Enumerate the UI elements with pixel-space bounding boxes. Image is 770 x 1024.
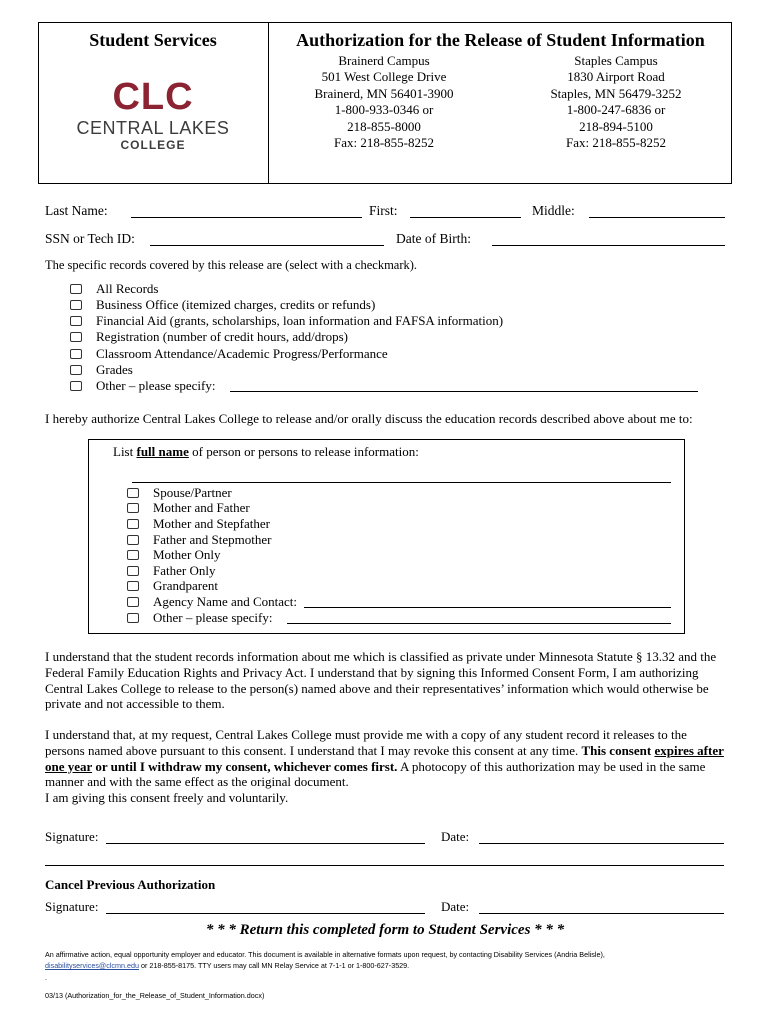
cancel-title: Cancel Previous Authorization (45, 877, 216, 892)
divider (45, 865, 724, 866)
relationship-option[interactable]: Mother and Stepfather (127, 516, 270, 532)
release-other-field[interactable] (287, 623, 671, 624)
record-option[interactable]: Registration (number of credit hours, add/drops) (70, 329, 348, 345)
staples-campus (506, 53, 726, 151)
department-title: Student Services (89, 30, 217, 50)
form-title: Authorization for the Release of Student Information (296, 30, 705, 50)
email-link[interactable]: disabilityservices@clcmn.edu (45, 961, 139, 970)
checkbox[interactable] (70, 316, 82, 326)
cancel-date-field[interactable] (479, 913, 724, 914)
ssn-label: SSN or Tech ID: (45, 231, 135, 246)
logo-abbr: CLC (112, 76, 194, 118)
campus-fax: Fax: 218-855-8252 (333, 135, 435, 151)
relationship-option[interactable]: Mother and Father (127, 500, 250, 516)
release-name-field[interactable] (132, 482, 671, 483)
checkbox[interactable] (70, 332, 82, 342)
checkbox[interactable] (127, 566, 139, 576)
campus-address: 501 West College Drive (321, 69, 447, 85)
checkbox[interactable] (70, 349, 82, 359)
dob-field[interactable] (492, 245, 725, 246)
checkbox[interactable] (127, 519, 139, 529)
authorize-text: I hereby authorize Central Lakes College to release and/or orally discuss the education records described above about me to: (45, 411, 693, 426)
campus-name: Staples Campus (574, 53, 658, 68)
campus-phone1: 1-800-933-0346 or (334, 102, 434, 118)
record-option[interactable]: Financial Aid (grants, scholarships, loan information and FAFSA information) (70, 313, 503, 329)
relationship-option[interactable]: Mother Only (127, 547, 221, 563)
campus-phone2: 218-855-8000 (347, 118, 421, 134)
ssn-field[interactable] (150, 245, 384, 246)
last-name-label: Last Name: (45, 203, 108, 218)
campus-phone2: 218-894-5100 (579, 118, 653, 134)
campus-address: 1830 Airport Road (567, 69, 665, 85)
relationship-option[interactable]: Other – please specify: (127, 610, 272, 626)
checkbox[interactable] (127, 503, 139, 513)
footer-line1: An affirmative action, equal opportunity employer and educator. This document is available in alternative formats upon request, by contacting Disability Services (Andria Belisle), (45, 950, 605, 959)
college-logo (38, 78, 268, 152)
campus-phone1: 1-800-247-6836 or (566, 102, 666, 118)
logo-line2: COLLEGE (120, 138, 186, 152)
checkbox[interactable] (127, 613, 139, 623)
campus-city: Staples, MN 56479-3252 (550, 85, 682, 101)
dob-label: Date of Birth: (396, 231, 471, 246)
checkbox[interactable] (70, 300, 82, 310)
privacy-paragraph: I understand that the student records information about me which is classified as private under Minnesota Statute § 13.32 and the Federal Family Education Rights and Privacy Act. I understand that by signing this Informed Consent Form, I am authorizing Central Lakes College to release to the person(s) named above and their representatives’ information which would otherwise be private and not accessible to them. (45, 649, 717, 712)
checkbox[interactable] (127, 488, 139, 498)
relationship-option[interactable]: Father Only (127, 563, 215, 579)
first-name-label: First: (369, 203, 398, 218)
campus-city: Brainerd, MN 56401-3900 (314, 85, 454, 101)
release-prompt: List full name of person or persons to release information: (113, 444, 419, 459)
cancel-date-label: Date: (441, 899, 470, 914)
relationship-option[interactable]: Spouse/Partner (127, 485, 232, 501)
footer-line2: disabilityservices@clcmn.edu or 218-855-8175. TTY users may call MN Relay Service at 7-1-1 or 1-800-627-3529. (45, 961, 410, 970)
date-label: Date: (441, 829, 470, 844)
footer-dot: . (45, 973, 47, 982)
relationship-option[interactable]: Grandparent (127, 578, 218, 594)
record-option[interactable]: All Records (70, 281, 158, 297)
checkbox[interactable] (127, 535, 139, 545)
date-field[interactable] (479, 843, 724, 844)
doc-reference: 03/13 (Authorization_for_the_Release_of_Student_Information.docx) (45, 991, 265, 1000)
checkbox[interactable] (70, 284, 82, 294)
record-option[interactable]: Other – please specify: (70, 378, 215, 394)
consent-paragraph: I understand that, at my request, Central Lakes College must provide me with a copy of any student record it releases to the persons named above pursuant to this consent. I understand that I may revoke this consent at any time. This consent expires after one year or until I withdraw my consent, whichever comes first. A photocopy of this authorization may be used in the same manner and with the same effect as the original document. I am giving this consent freely and voluntarily. (45, 727, 724, 806)
record-option[interactable]: Grades (70, 362, 133, 378)
signature-field[interactable] (106, 843, 425, 844)
logo-line1: CENTRAL LAKES (76, 118, 230, 138)
signature-label: Signature: (45, 829, 99, 844)
cancel-signature-label: Signature: (45, 899, 99, 914)
record-option[interactable]: Classroom Attendance/Academic Progress/Performance (70, 346, 388, 362)
cancel-signature-field[interactable] (106, 913, 425, 914)
last-name-field[interactable] (131, 217, 362, 218)
checkbox[interactable] (70, 365, 82, 375)
middle-name-label: Middle: (532, 203, 575, 218)
checkbox[interactable] (70, 381, 82, 391)
record-option[interactable]: Business Office (itemized charges, credits or refunds) (70, 297, 375, 313)
campus-name: Brainerd Campus (338, 53, 430, 68)
records-other-field[interactable] (230, 391, 698, 392)
first-name-field[interactable] (410, 217, 521, 218)
checkbox[interactable] (127, 550, 139, 560)
relationship-option[interactable]: Agency Name and Contact: (127, 594, 297, 610)
campus-fax: Fax: 218-855-8252 (565, 135, 667, 151)
relationship-option[interactable]: Father and Stepmother (127, 532, 271, 548)
checkbox[interactable] (127, 581, 139, 591)
return-instruction: * * * Return this completed form to Student Services * * * (205, 922, 565, 938)
records-intro: The specific records covered by this release are (select with a checkmark). (45, 258, 418, 272)
middle-name-field[interactable] (589, 217, 725, 218)
checkbox[interactable] (127, 597, 139, 607)
agency-field[interactable] (304, 607, 671, 608)
brainerd-campus (274, 53, 494, 151)
